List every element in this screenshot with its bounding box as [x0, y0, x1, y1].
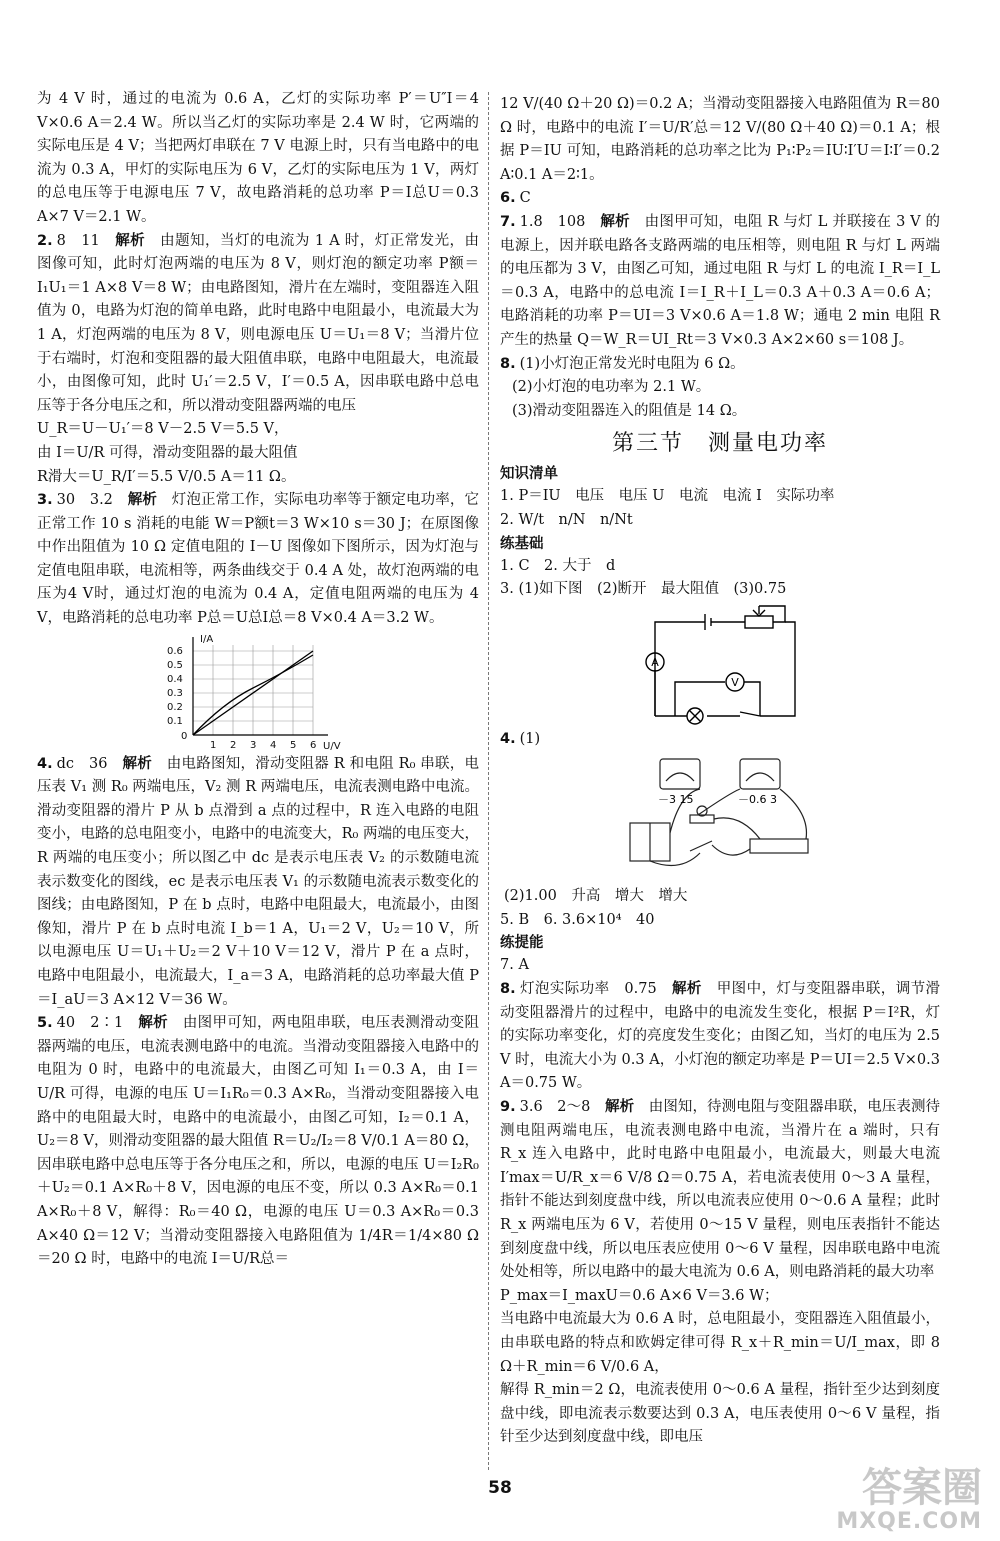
equation-line: 解得 R_min＝2 Ω，电流表使用 0～0.6 A 量程，指针至少达到刻度盘中线，即电流表示数要达到 0.3 A，电压表使用 0～6 V 量程，指针至少达到刻度盘中线，即电压 — [500, 1382, 940, 1446]
answer-value: 8 11 — [56, 232, 100, 249]
x-axis-label: U/V — [323, 740, 341, 751]
analysis-text: 由题知，当灯的电流为 1 A 时，灯正常发光，由图像可知，此时灯泡两端的电压为 8 V，则灯泡的额定功率 P额＝I₁U₁＝1 A×8 V＝8 W；由电路图知，滑片在左端时，变阻器连入阻值为 0，电路为灯泡的简单电路，此时电路中电阻最小，电流最大为 1 A，灯泡两端的电压为 8 V，则电源电压 U＝U₁＝8 V；当滑片位于右端时，灯泡和变阻器的最大阻值串联，电路中电阻最大，电流最小，由图像可知，此时 U₁′＝2.5 V，I′＝0.5 A，因串联电路中总电压等于各分电压之和，所以滑动变阻器两端的电压 — [37, 232, 480, 414]
x-tick: 2 — [230, 739, 237, 751]
circuit-diagram — [635, 604, 805, 726]
question-number: 4. — [37, 755, 53, 772]
answer-9 — [500, 1096, 940, 1285]
answer-line: (1)小灯泡正常发光时电阻为 6 Ω。 — [519, 355, 745, 372]
wiring-illustration — [620, 753, 820, 883]
subsection-label: 练提能 — [500, 935, 544, 952]
answer-4b — [500, 728, 940, 752]
continued-paragraph: 12 V/(40 Ω＋20 Ω)＝0.2 A；当滑动变阻器接入电路阻值为 R＝80 Ω 时，电路中的电流 I′＝U/R′总＝12 V/(80 Ω＋40 Ω)＝0.1 A；根据 P＝IU 可知，电路消耗的总功率之比为 P₁∶P₂＝IU∶I′U＝I∶I′＝0.2 A∶0.1 A＝2∶1。 — [500, 96, 940, 183]
analysis-label: 解析 — [605, 1099, 635, 1116]
question-number: 2. — [37, 232, 53, 249]
analysis-text: 甲图中，灯与变阻器串联，调节滑动变阻器滑片的过程中，电路中的电流发生变化，根据 P＝I²R，灯的实际功率变化，灯的亮度发生变化；由图乙知，当灯的电压为 2.5 V 时，电流大小为 0.3 A，小灯泡的额定功率是 P＝UI＝2.5 V×0.3 A＝0.75 W。 — [500, 981, 941, 1092]
answer-8b — [500, 978, 940, 1096]
analysis-text: 由电路图知，滑动变阻器 R 和电阻 R₀ 串联，电压表 V₁ 测 R₀ 两端电压，V₂ 测 R 两端电压，电流表测电路中电流。滑动变阻器的滑片 P 从 b 点滑到 a 点的过程中，R 连入电路的电阻变小，电路的总电阻变小，电路中的电流变大，R₀ 两端的电压变大，R 两端的电压变小；所以图乙中 dc 是表示电压表 V₂ 的示数随电流表示数变化的图线，ec 是表示电压表 V₁ 的示数随电流表示数变化的图线；由电路图知，P 在 b 点时，电路中电阻最大，电流最小，由图像知，滑片 P 在 b 点时电流 I_b＝1 A，U₁＝2 V，U₂＝10 V，所以电源电压 U＝U₁＋U₂＝2 V＋10 V＝12 V，滑片 P 在 a 点时，电路中电阻最小，电流最大，I_a＝3 A，电路消耗的总功率最大值 P＝I_aU＝3 A×12 V＝36 W。 — [37, 755, 480, 1008]
subsection-label: 知识清单 — [500, 466, 558, 483]
x-tick: 3 — [250, 739, 257, 751]
y-tick: 0.2 — [167, 701, 183, 713]
answer-line: (2)1.00 升高 增大 增大 — [504, 888, 688, 905]
question-number: 3. — [37, 492, 53, 509]
equation-line: 由 I＝U/R 可得，滑动变阻器的最大阻值 — [37, 444, 298, 461]
answer-value: 1.8 108 — [519, 213, 586, 230]
switch-device — [690, 841, 712, 851]
answer-line: (3)滑动变阻器连入的阻值是 14 Ω。 — [512, 402, 747, 419]
answer-8 — [500, 353, 940, 377]
analysis-text: 由图知，待测电阻与变阻器串联，电压表测待测电阻两端电压，电流表测电路中电流，当滑片在 a 端时，只有 R_x 连入电路中，此时电路中电阻最小，电流最大，则最大电流 I′max＝U/R_x＝6 V/8 Ω＝0.75 A，若电流表使用 0～3 A 量程，指针不能达到刻度盘中线，所以电流表应使用 0～0.6 A 量程；此时 R_x 两端电压为 6 V，若使用 0～15 V 量程，则电压表指针不能达到刻度盘中线，所以电压表应使用 0～6 V 量程，因串联电路中电流处处相等，所以电路中的最大电流为 0.6 A，则电路消耗的最大功率 — [500, 1099, 941, 1281]
left-column — [37, 88, 479, 1272]
equation-line: P_max＝I_maxU＝0.6 A×6 V＝3.6 W； — [500, 1287, 779, 1304]
analysis-label: 解析 — [672, 981, 702, 998]
y-tick: 0 — [181, 730, 188, 742]
answer-3 — [37, 489, 479, 631]
meter-terminal-label: －3 15 — [658, 793, 694, 807]
column-divider — [488, 92, 489, 1470]
watermark-url: MXQE.COM — [836, 1509, 982, 1534]
y-tick: 0.6 — [167, 645, 183, 657]
ammeter-device — [740, 759, 780, 789]
rheostat-device — [750, 839, 808, 853]
answer-value: 30 3.2 — [56, 492, 113, 509]
analysis-text: 由图甲可知，两电阻串联，电压表测滑动变阻器两端的电压，电流表测电路中的电流。当滑动变阻器接入电路中的电阻为 0 时，电路中的电流最大，由图乙可知 I₁＝0.3 A，由 I＝U/R 可得，电源的电压 U＝I₁R₀＝0.3 A×R₀，当滑动变阻器接入电路中的电阻最大时，电路中的电流最小，由图乙可知，I₂＝0.1 A，U₂＝8 V，则滑动变阻器的最大阻值 R＝U₂/I₂＝8 V/0.1 A＝80 Ω，因串联电路中总电压等于各分电压之和，所以，电源的电压 U＝I₂R₀＋U₂＝0.1 A×R₀＋8 V，因电源的电压不变，所以 0.3 A×R₀＝0.1 A×R₀＋8 V，解得：R₀＝40 Ω，电源的电压 U＝0.3 A×R₀＝0.3 A×40 Ω＝12 V；当滑动变阻器接入电路阻值为 1/4R＝1/4×80 Ω＝20 Ω 时，电路中的电流 I＝U/R总＝ — [37, 1015, 480, 1268]
right-column — [500, 93, 940, 1450]
analysis-label: 解析 — [600, 213, 630, 230]
section-title: 第三节 测量电功率 — [611, 431, 828, 457]
x-tick: 5 — [290, 739, 297, 751]
y-tick: 0.5 — [167, 659, 183, 671]
answer-line: 2. W/t n/N n/Nt — [500, 511, 633, 528]
rheostat-icon — [745, 616, 773, 628]
answer-6 — [500, 187, 940, 211]
y-tick: 0.3 — [167, 687, 183, 699]
answer-line: 1. C 2. 大于 d — [500, 557, 616, 574]
graph-grid — [193, 645, 313, 735]
iu-graph — [163, 633, 353, 751]
y-tick: 0.4 — [167, 673, 183, 685]
answer-2 — [37, 230, 479, 419]
analysis-text: 由图甲可知，电阻 R 与灯 L 并联接在 3 V 的电源上，因并联电路各支路两端的电压相等，则电阻 R 与灯 L 两端的电压都为 3 V，由图乙可知，通过电阻 R 与灯 L 的电流 I_R＝I_L＝0.3 A，电路中的总电流 I＝I_R＋I_L＝0.3 A＋0.3 A＝0.6 A；电路消耗的功率 P＝UI＝3 V×0.6 A＝1.8 W；通电 2 min 电阻 R 产生的热量 Q＝W_R＝UI_Rt＝3 V×0.3 A×2×60 s＝108 J。 — [500, 213, 941, 348]
answer-line: 3. (1)如下图 (2)断开 最大阻值 (3)0.75 — [500, 581, 787, 598]
svg-text:V: V — [731, 675, 739, 689]
answer-7 — [500, 211, 940, 353]
analysis-label: 解析 — [138, 1015, 168, 1032]
page-number: 58 — [488, 1478, 512, 1498]
question-number: 5. — [37, 1015, 53, 1032]
answer-line: 1. P＝IU 电压 电压 U 电流 电流 I 实际功率 — [500, 488, 835, 505]
question-number: 7. — [500, 213, 516, 230]
answer-5 — [37, 1012, 479, 1272]
equation-line: 当电路中电流最大为 0.6 A 时，总电阻最小，变阻器连入阻值最小，由串联电路的特点和欧姆定律可得 R_x＋R_min＝U/I_max，即 8 Ω＋R_min＝6 V/0.6 A， — [500, 1311, 940, 1375]
y-tick: 0.1 — [167, 715, 183, 727]
watermark-text: 答案圈 — [862, 1465, 982, 1511]
analysis-text: 灯泡正常工作，实际电功率等于额定电功率，它正常工作 10 s 消耗的电能 W＝P额t＝3 W×10 s＝30 J；在原图像中作出阻值为 10 Ω 定值电阻的 I－U 图像如下图所示，因为灯泡与定值电阻串联，电流相等，两条曲线交于 0.4 A 处，故灯泡两端的电压为4 V时，通过灯泡的电流为 0.4 A，定值电阻两端的电压为 4 V，电路消耗的总电功率 P总＝U总I总＝8 V×0.4 A＝3.2 W。 — [37, 492, 480, 627]
question-number: 8. — [500, 981, 516, 998]
y-axis-label: I/A — [200, 633, 214, 645]
question-number: 4. — [500, 730, 516, 747]
equation-line: R滑大＝U_R/I′＝5.5 V/0.5 A＝11 Ω。 — [37, 468, 296, 485]
answer-value: 灯泡实际功率 0.75 — [519, 981, 657, 998]
answer-line: (2)小灯泡的电功率为 2.1 W。 — [512, 379, 711, 396]
x-tick: 4 — [270, 739, 277, 751]
answer-4 — [37, 753, 479, 1013]
answer-line: 5. B 6. 3.6×10⁴ 40 — [500, 911, 655, 928]
analysis-label: 解析 — [115, 232, 146, 249]
answer-value: C — [519, 190, 531, 207]
question-number: 6. — [500, 190, 516, 207]
voltmeter-device — [660, 759, 700, 789]
meter-terminal-label: －0.6 3 — [738, 793, 777, 807]
answer-line: 7. A — [500, 957, 529, 974]
analysis-label: 解析 — [122, 755, 152, 772]
answer-line: (1) — [519, 730, 541, 747]
equation-line: U_R＝U－U₁′＝8 V－2.5 V＝5.5 V， — [37, 421, 289, 438]
subsection-label: 练基础 — [500, 535, 544, 552]
question-number: 9. — [500, 1099, 516, 1116]
analysis-label: 解析 — [127, 492, 158, 509]
answer-value: dc 36 — [56, 755, 108, 772]
answer-value: 3.6 2～8 — [519, 1099, 591, 1116]
x-tick: 1 — [210, 739, 217, 751]
watermark-logo — [836, 1466, 982, 1534]
answer-value: 40 2∶1 — [56, 1015, 124, 1032]
continued-paragraph: 为 4 V 时，通过的电流为 0.6 A，乙灯的实际功率 P′＝U″I＝4 V×0.6 A＝2.4 W。所以当乙灯的实际功率是 2.4 W 时，它两端的实际电压是 4 V；当把两灯串联在 7 V 电源上时，只有当电路中的电流为 0.3 A，甲灯的实际电压为 6 V，乙灯的实际电压为 1 V，两灯的总电压等于电源电压 7 V，故电路消耗的总功率 P＝I总U＝0.3 A×7 V＝2.1 W。 — [37, 91, 479, 225]
svg-text:A: A — [651, 655, 659, 669]
x-tick: 6 — [310, 739, 317, 751]
question-number: 8. — [500, 355, 516, 372]
